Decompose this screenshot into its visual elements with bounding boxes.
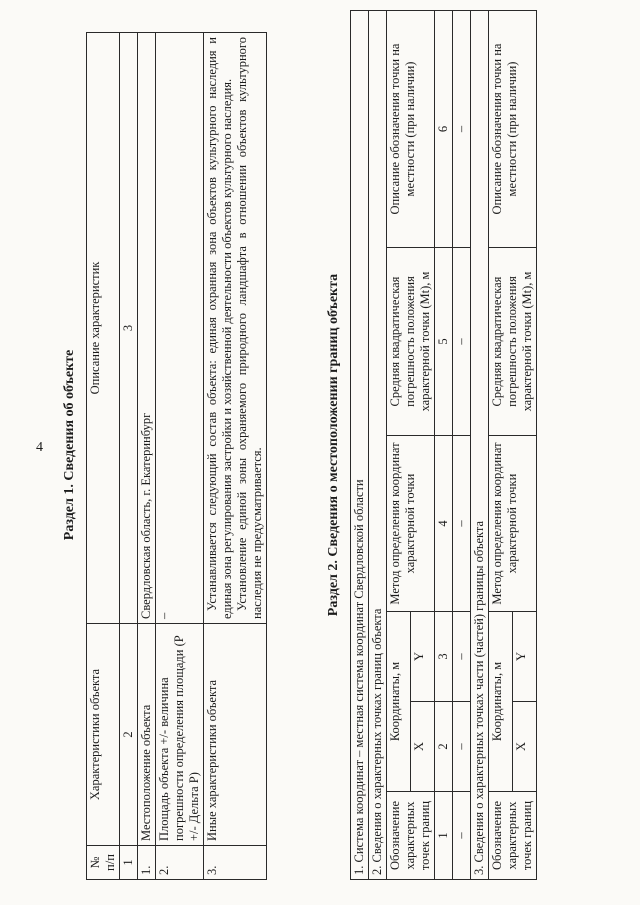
- table-row: [204, 33, 267, 880]
- header-designation: Обозначение характерных точек границ: [387, 792, 435, 880]
- subsection-3-title: 3. Сведения о характерных точках части (частей) границы объекта: [471, 11, 489, 880]
- empty-cell: –: [453, 702, 471, 792]
- subsection-2-title: 2. Сведения о характерных точках границ объекта: [369, 11, 387, 880]
- row-name: Площадь объекта +/- величина погрешности определения площади (P +/- Дельта P): [156, 624, 204, 846]
- row-num: 3.: [204, 846, 267, 880]
- header-y: Y: [513, 612, 537, 702]
- empty-cell: –: [453, 248, 471, 436]
- row-desc-paragraph-1: Устанавливается следующий состав объекта: единая охранная зона объектов культурного наследия и единая зона регулирования застройки и хозяйственной деятельности объектов культурного наследия.: [205, 37, 234, 619]
- col-number: 4: [435, 436, 453, 612]
- row-desc-paragraph-2: Установление единой зоны охраняемого природного ландшафта в отношении объектов культурного наследия не предусматривается.: [235, 37, 264, 619]
- col-number: 2: [120, 624, 138, 846]
- empty-cell: –: [453, 792, 471, 880]
- empty-cell: –: [453, 612, 471, 702]
- col-number: 3: [435, 612, 453, 702]
- rotated-page-content: [58, 10, 578, 880]
- empty-cell: –: [453, 11, 471, 248]
- section1-title: Раздел 1. Сведения об объекте: [62, 349, 77, 541]
- row-num: 1.: [138, 846, 156, 880]
- col-number: 1: [435, 792, 453, 880]
- empty-cell: –: [453, 436, 471, 612]
- header-x: X: [513, 702, 537, 792]
- table-row: [138, 33, 156, 880]
- header-error: Средняя квадратическая погрешность положения характерной точки (Mt), м: [489, 248, 537, 436]
- col-number: 2: [435, 702, 453, 792]
- header-x: X: [411, 702, 435, 792]
- row-num: 2.: [156, 846, 204, 880]
- table-row: [156, 33, 204, 880]
- header-description: Описание характеристик: [87, 33, 120, 624]
- header-method: Метод определения координат характерной точки: [387, 436, 435, 612]
- header-coords: Координаты, м: [387, 612, 411, 792]
- col-number: 1: [120, 846, 138, 880]
- row-desc: [204, 33, 267, 624]
- header-point-description: Описание обозначения точки на местности (при наличии): [387, 11, 435, 248]
- col-number: 6: [435, 11, 453, 248]
- row-desc: –: [156, 33, 204, 624]
- header-method: Метод определения координат характерной точки: [489, 436, 537, 612]
- page-number: 4: [36, 440, 43, 455]
- section2-title: Раздел 2. Сведения о местоположении границ объекта: [326, 273, 341, 617]
- header-num: № п/п: [87, 846, 120, 880]
- header-error: Средняя квадратическая погрешность положения характерной точки (Mt), м: [387, 248, 435, 436]
- header-coords: Координаты, м: [489, 612, 513, 792]
- row-desc: Свердловская область, г. Екатеринбург: [138, 33, 156, 624]
- coord-system-line: 1. Система координат – местная система координат Свердловской области: [351, 11, 369, 880]
- table-row: [453, 11, 471, 880]
- header-y: Y: [411, 612, 435, 702]
- col-number: 5: [435, 248, 453, 436]
- header-characteristics: Характеристики объекта: [87, 624, 120, 846]
- header-designation: Обозначение характерных точек границ: [489, 792, 537, 880]
- row-name: Иные характеристики объекта: [204, 624, 267, 846]
- header-point-description: Описание обозначения точки на местности (при наличии): [489, 11, 537, 248]
- boundary-points-table: [350, 10, 537, 880]
- row-name: Местоположение объекта: [138, 624, 156, 846]
- col-number: 3: [120, 33, 138, 624]
- object-info-table: [86, 32, 267, 880]
